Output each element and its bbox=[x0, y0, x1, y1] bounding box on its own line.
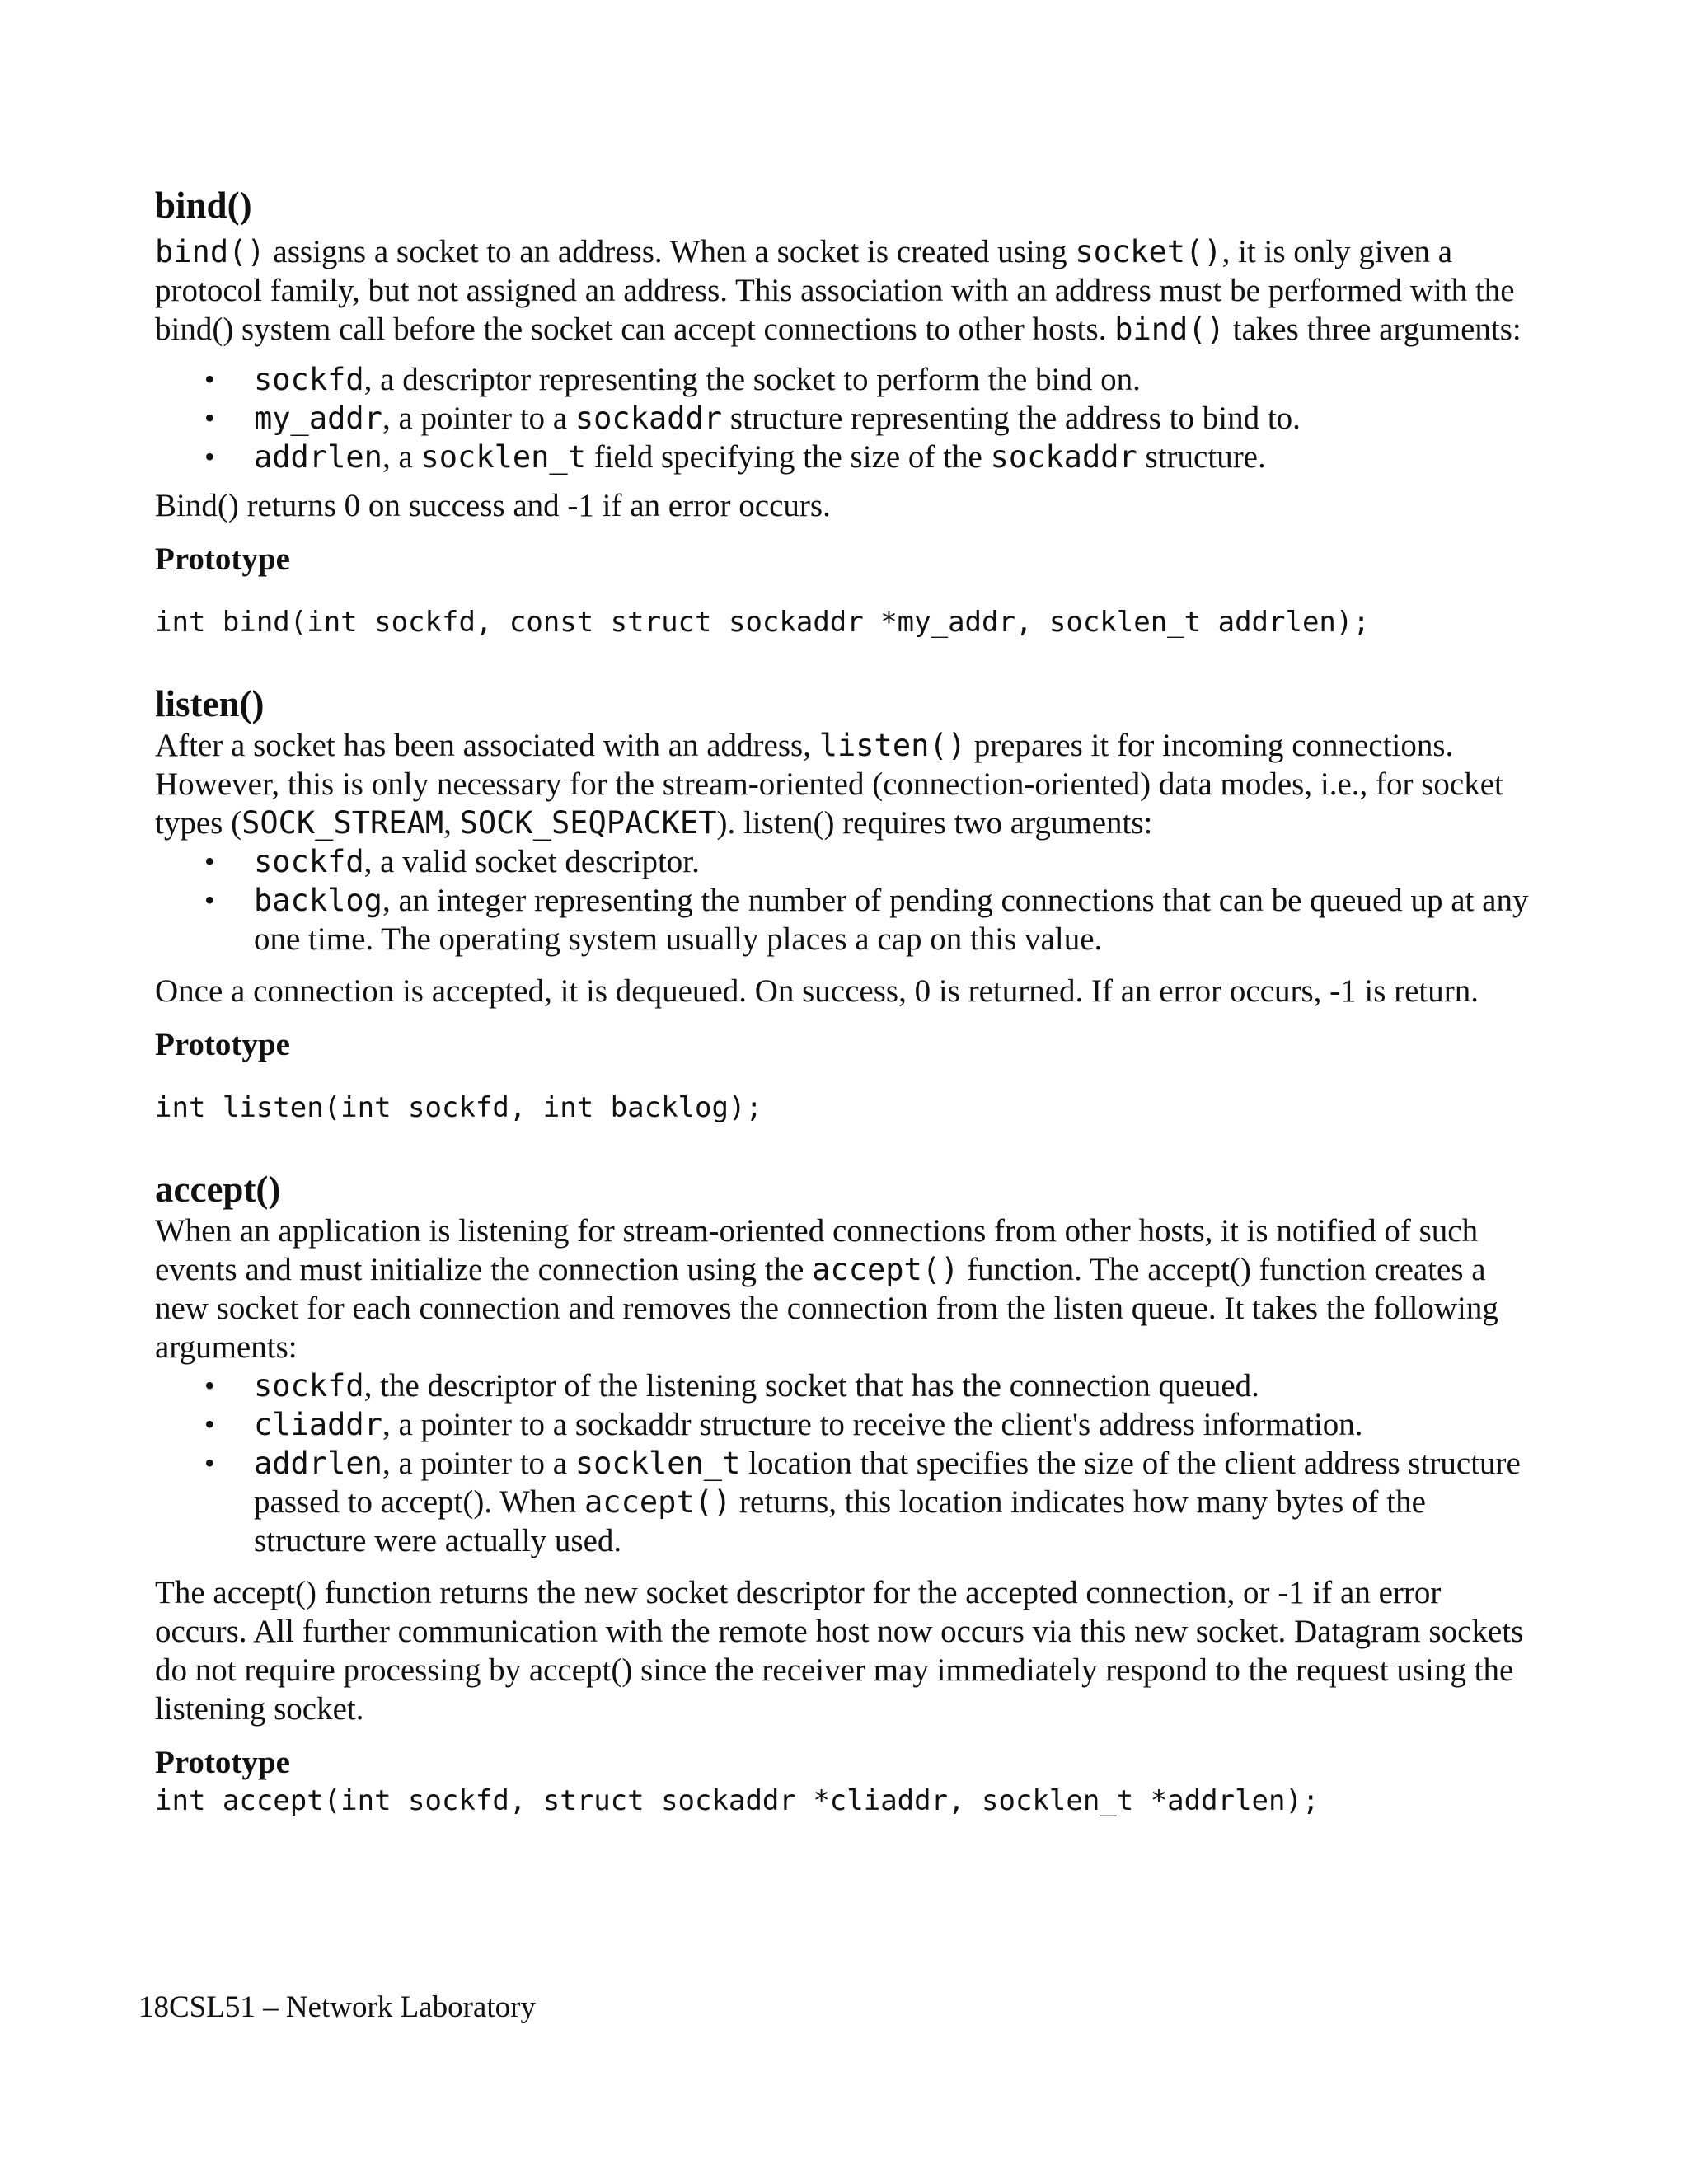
listen-arg-item-code-term: sockfd bbox=[254, 844, 364, 879]
accept-arg-item-code-term: addrlen bbox=[254, 1446, 382, 1481]
bind-intro-text: , it is only given a protocol family, but not assigned an address. This association with an address must be performed with the bind() system call before the socket can accept connections to other hosts. bbox=[155, 234, 1515, 347]
bind-intro-code-term: bind() bbox=[1114, 312, 1225, 347]
accept-arg-item-text: , the descriptor of the listening socket that has the connection queued. bbox=[363, 1368, 1259, 1404]
bind-title: bind() bbox=[155, 185, 252, 226]
bind-arg-item-code-term: sockaddr bbox=[990, 439, 1137, 475]
listen-intro-code-term: SOCK_STREAM bbox=[241, 805, 444, 841]
listen-prototype-label: Prototype bbox=[155, 1027, 290, 1062]
listen-intro-code-term: SOCK_SEQPACKET bbox=[459, 805, 717, 841]
bind-arg-item-text: , a descriptor representing the socket to perform the bind on. bbox=[363, 362, 1141, 397]
accept-arg-item-text: , a pointer to a bbox=[382, 1446, 575, 1481]
bind-arg-item-code-term: my_addr bbox=[254, 401, 382, 436]
listen-intro-text: prepares it for incoming connections. However, this is only necessary for the stream-oriented (connection-oriented) data modes, i.e., for socket types ( bbox=[155, 728, 1503, 841]
listen-returns: Once a connection is accepted, it is dequeued. On success, 0 is returned. If an error occurs, -1 is return. bbox=[155, 973, 1479, 1009]
accept-section bbox=[155, 1167, 1540, 1821]
bind-arg-item bbox=[254, 360, 1540, 399]
bind-arg-item-code-term: sockaddr bbox=[574, 401, 723, 436]
bind-intro-code-term: bind() bbox=[155, 234, 265, 269]
listen-intro bbox=[155, 726, 1540, 842]
bind-arg-item-code-term: addrlen bbox=[254, 439, 382, 475]
accept-returns: The accept() function returns the new socket descriptor for the accepted connection, or -1 if an error occurs. All further communication with the remote host now occurs via this new socket. Datagram sockets do not require processing by accept() since the receiver may immediately respond to the request using the listening socket. bbox=[155, 1575, 1524, 1727]
accept-arg-item bbox=[254, 1444, 1540, 1560]
bind-section bbox=[155, 183, 1540, 642]
listen-intro-text: , bbox=[443, 805, 460, 841]
listen-arg-item-code-term: backlog bbox=[254, 883, 382, 918]
accept-arg-item-text: location that specifies the size of the client address structure passed to accept(). When bbox=[254, 1446, 1521, 1520]
bind-returns: Bind() returns 0 on success and -1 if an error occurs. bbox=[155, 488, 831, 523]
listen-arg-item-text: , an integer representing the number of pending connections that can be queued up at any one time. The operating system usually places a cap on this value. bbox=[254, 883, 1529, 957]
listen-arg-item-text: , a valid socket descriptor. bbox=[363, 844, 700, 879]
listen-arg-item bbox=[254, 881, 1540, 958]
accept-prototype-label: Prototype bbox=[155, 1745, 290, 1780]
bind-intro bbox=[155, 232, 1540, 349]
listen-title: listen() bbox=[155, 683, 265, 724]
accept-intro bbox=[155, 1212, 1540, 1366]
listen-intro-text: After a socket has been associated with an address, bbox=[155, 728, 819, 763]
accept-arg-item-code-term: cliaddr bbox=[254, 1407, 382, 1442]
accept-title: accept() bbox=[155, 1169, 281, 1210]
listen-section bbox=[155, 682, 1540, 1127]
bind-arg-item-text: , a pointer to a bbox=[382, 401, 575, 436]
accept-arg-item bbox=[254, 1366, 1540, 1405]
bind-arg-item-text: structure. bbox=[1137, 439, 1266, 475]
document-page bbox=[155, 183, 1540, 1821]
bind-prototype-code: int bind(int sockfd, const struct sockaddr *my_addr, socklen_t addrlen); bbox=[155, 606, 1370, 639]
accept-arg-item-code-term: sockfd bbox=[254, 1368, 364, 1404]
bind-prototype-label: Prototype bbox=[155, 541, 290, 577]
listen-arg-item bbox=[254, 842, 1540, 881]
bind-intro-text: assigns a socket to an address. When a socket is created using bbox=[265, 234, 1076, 269]
accept-intro-text: function. The accept() function creates a new socket for each connection and removes the connection from the listen queue. It takes the following arguments: bbox=[155, 1252, 1498, 1365]
accept-args-list bbox=[155, 1366, 1540, 1560]
bind-arg-item bbox=[254, 438, 1540, 476]
bind-args-list bbox=[155, 360, 1540, 476]
accept-arg-item-code-term: socklen_t bbox=[574, 1446, 741, 1481]
bind-arg-item-text: structure representing the address to bind to. bbox=[722, 401, 1301, 436]
bind-arg-item-code-term: sockfd bbox=[254, 362, 364, 397]
bind-arg-item-text: , a bbox=[382, 439, 421, 475]
accept-intro-text: When an application is listening for stream-oriented connections from other hosts, it is notified of such events and must initialize the connection using the bbox=[155, 1213, 1479, 1287]
accept-prototype-code: int accept(int sockfd, struct sockaddr *cliaddr, socklen_t *addrlen); bbox=[155, 1784, 1320, 1817]
bind-arg-item-text: field specifying the size of the bbox=[585, 439, 991, 475]
accept-intro-code-term: accept() bbox=[812, 1252, 959, 1287]
listen-intro-code-term: listen() bbox=[818, 728, 966, 763]
accept-arg-item-code-term: accept() bbox=[584, 1484, 732, 1520]
accept-arg-item-text: returns, this location indicates how many bytes of the structure were actually used. bbox=[254, 1484, 1426, 1558]
accept-arg-item-text: , a pointer to a sockaddr structure to receive the client's address information. bbox=[382, 1407, 1363, 1442]
listen-intro-text: ). listen() requires two arguments: bbox=[716, 805, 1153, 841]
page-footer: 18CSL51 – Network Laboratory bbox=[138, 1990, 536, 2024]
accept-arg-item bbox=[254, 1405, 1540, 1444]
listen-prototype-code: int listen(int sockfd, int backlog); bbox=[155, 1091, 762, 1124]
bind-arg-item-code-term: socklen_t bbox=[420, 439, 586, 475]
listen-args-list bbox=[155, 842, 1540, 958]
bind-intro-text: takes three arguments: bbox=[1224, 312, 1522, 347]
bind-arg-item bbox=[254, 399, 1540, 438]
bind-intro-code-term: socket() bbox=[1075, 234, 1222, 269]
